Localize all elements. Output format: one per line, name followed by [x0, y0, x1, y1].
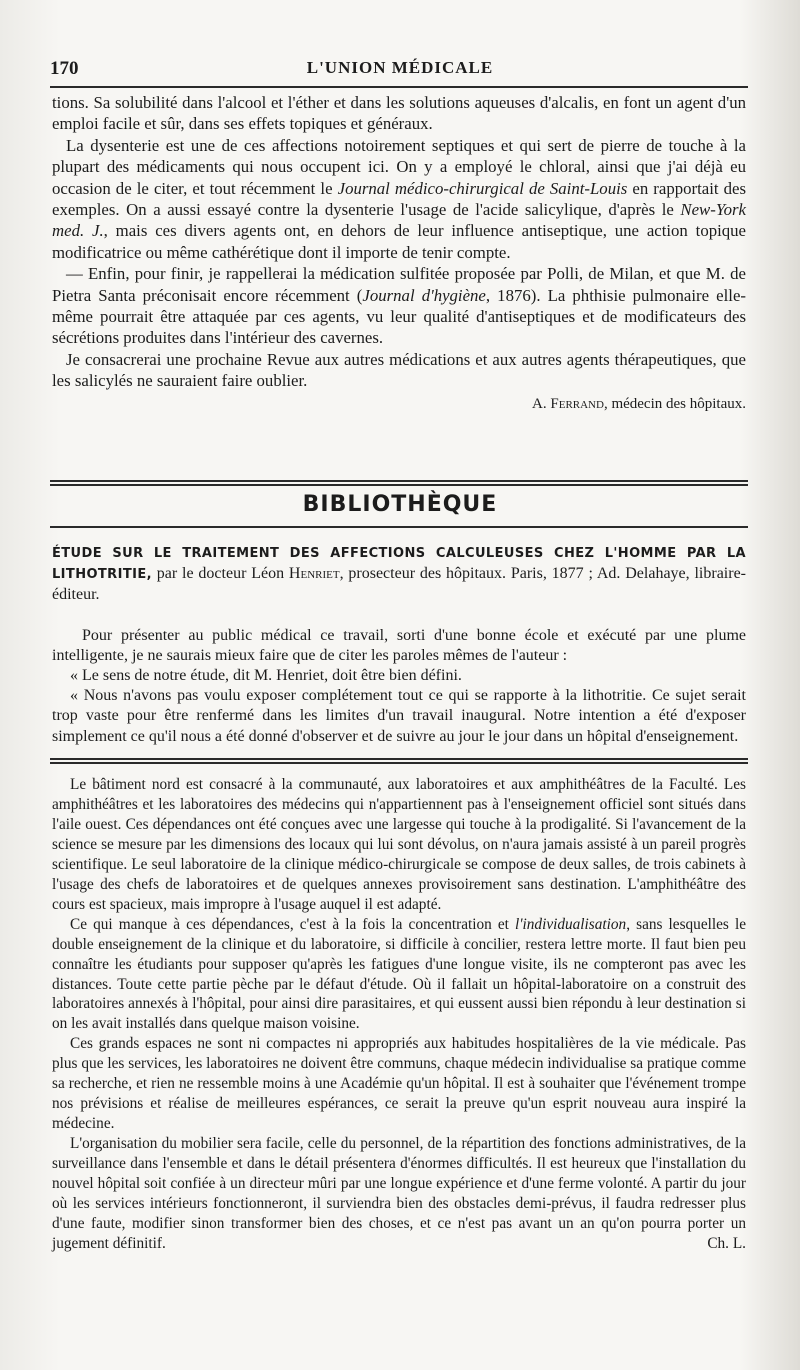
book-author-text: par le docteur Léon	[151, 565, 289, 583]
quote: « Nous n'avons pas voulu exposer complétement tout ce qui se rapporte à la lithotritie. Ce sujet serait trop vaste pour être renfermé dans les limites d'un travail inaugural. Notre intention a été d'exposer simplement ce qu'il nous a été donné d'observer et de suivre au jour le jour dans un hôpital d'enseignement.	[52, 687, 746, 745]
paragraph-text: en rapportait des exemples. On a aussi essayé contre la dysenterie l'usage de l'acide salicylique, d'après le	[52, 178, 747, 220]
paragraph-text: , sans lesquelles le double enseignement de la clinique et du laboratoire, si difficile à concilier, restera lettre morte. Il faut bien peu connaître les étudiants pour supposer qu'après les fatigues d'une longue visite, ils ne compteront pas avec les distances. Toute cette partie pèche par le défaut d'étude. Où il fallait un hôpital-laboratoire on a construit des laboratoires annexés à l'hôpital, pour ainsi dire parasitaires, et qui eussent aussi bien répondu à leur destination si on les avait installés dans quelque maison voisine.	[52, 915, 746, 1033]
paragraph: Ces grands espaces ne sont ni compactes ni appropriés aux habitudes hospitalières de la vie médicale. Pas plus que les services, les laboratoires ne doivent être communs, chaque médecin individualise sa pratique comme sa recherche, et rien ne ressemble moins à une Académie qu'un hôpital. Il est à souhaiter que l'événement trompe nos prévisions et réalise de meilleures espérances, ce serait la preuve qu'un esprit nouveau aura inspiré la médecine.	[52, 1035, 746, 1133]
paragraph-text: tions. Sa solubilité dans l'alcool et l'éther et dans les solutions aqueuses d'alcalis, en font un agent d'un emploi facile et sûr, dans ses effets topiques et généraux.	[52, 93, 746, 134]
author-signature: Ch. L.	[707, 1234, 746, 1252]
quote: « Le sens de notre étude, dit M. Henriet, doit être bien défini.	[70, 667, 462, 685]
page-number: 170	[50, 58, 79, 79]
emphasis: l'individualisation	[515, 915, 627, 933]
book-author-name: Henriet	[288, 565, 340, 583]
section-title: BIBLIOTHÈQUE	[302, 492, 498, 517]
paragraph-text: , mais ces divers agents ont, en dehors de leur influence antiseptique, une action topique modificatrice ou même cathérétique dont il importe de tenir compte.	[52, 221, 746, 262]
page-header	[50, 52, 750, 82]
paragraph-text: La dysenterie est une de ces affections notoirement septiques et qui sert de pierre de touche à la plupart des médicaments qui nous occupent ici. On y a employé le chloral, ainsi que j'ai déjà eu occasion de le citer, et tout récemment le	[52, 135, 746, 198]
paragraph	[52, 92, 746, 135]
paragraph	[52, 263, 746, 349]
running-title: L'UNION MÉDICALE	[306, 58, 494, 77]
paragraph-text: Ce qui manque à ces dépendances, c'est à la fois la concentration et	[70, 915, 515, 933]
header-rule	[50, 86, 748, 88]
journal-title: Journal médico-chirurgical de Saint-Louis	[337, 178, 628, 198]
paragraph	[52, 135, 746, 263]
paragraph-text: — Enfin, pour finir, je rappellerai la médication sulfitée proposée par Polli, de Milan, et que M. de Pietra Santa préconisait encore récemment (	[52, 264, 746, 305]
review-intro: Pour présenter au public médical ce travail, sorti d'une bonne école et exécuté par une plume intelligente, je ne saurais mieux faire que de citer les paroles mêmes de l'auteur :	[52, 626, 746, 664]
article-therapeutics	[52, 92, 746, 415]
section-title-rule	[50, 526, 748, 528]
article-hospital	[52, 775, 746, 1254]
author-role: , médecin des hôpitaux.	[603, 395, 746, 412]
bibliography-review	[52, 543, 746, 747]
paragraph	[52, 349, 746, 392]
journal-title: New-York med. J.	[52, 200, 746, 241]
book-title: ÉTUDE SUR LE TRAITEMENT DES AFFECTIONS CALCULEUSES CHEZ L'HOMME PAR LA LITHOTRITIE,	[52, 546, 746, 583]
section-divider	[50, 758, 748, 764]
book-publisher: , prosecteur des hôpitaux. Paris, 1877 ; Ad. Delahaye, libraire-éditeur.	[52, 565, 747, 604]
paragraph: L'organisation du mobilier sera facile, celle du personnel, de la répartition des fonctions administratives, de la surveillance dans l'ensemble et dans le détail présentera d'énormes difficultés. Il est heureux que l'installation du nouvel hôpital soit confiée à un directeur mûri par une longue expérience et d'une ferme volonté. A partir du jour où les services intérieurs fonctionneront, il surviendra bien des obstacles demi-prévus, il faudra redresser plus d'une faute, modifier sinon transformer bien des choses, et ce n'est pas avant un an qu'on pourra porter un jugement définitif.	[52, 1135, 746, 1252]
journal-title: Journal d'hygiène	[362, 285, 486, 305]
author-name: A. Ferrand	[532, 395, 604, 412]
section-divider	[50, 480, 748, 486]
author-signature	[52, 394, 746, 415]
paragraph-text: Je consacrerai une prochaine Revue aux autres médications et aux autres agents thérapeutiques, que les salicylés ne sauraient faire oublier.	[52, 349, 746, 391]
book-reference	[52, 543, 746, 606]
paragraph-text: , 1876). La phthisie pulmonaire elle-même pourrait être attaquée par ces agents, vu leur qualité d'antiseptiques et de modificateurs des sécrétions produites dans l'intérieur des cavernes.	[52, 285, 746, 348]
paragraph	[52, 915, 746, 1035]
paragraph: Le bâtiment nord est consacré à la communauté, aux laboratoires et aux amphithéâtres de la Faculté. Les amphithéâtres et les laboratoires des médecins qui n'appartiennent pas à l'enseignement officiel sont situés dans l'aile ouest. Ces dépendances ont été conçues avec une largesse qui touche à la prodigalité. Si l'avancement de la science se mesure par les dimensions des locaux qui lui sont dévolus, on n'aura jamais assisté à un pareil progrès scientifique. Le seul laboratoire de la clinique médico-chirurgicale se compose de deux salles, de trois cabinets à l'usage des chefs de laboratoires et de quelques annexes provisoirement sans destination. L'amphithéâtre des cours est spacieux, mais impropre à l'usage auquel il est adapté.	[52, 776, 746, 913]
